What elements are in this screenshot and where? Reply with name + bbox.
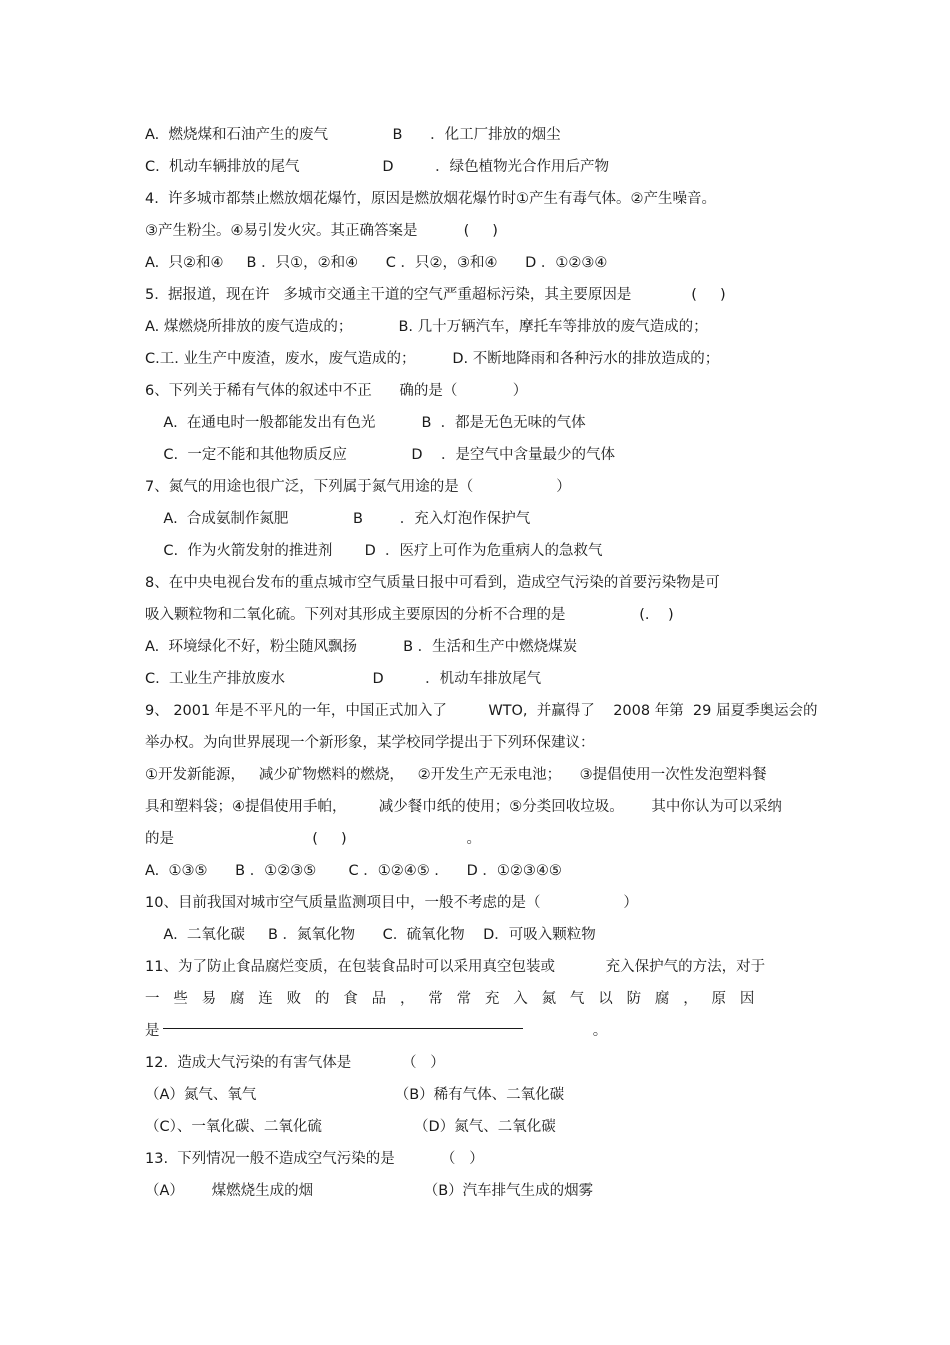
option-line: （A）氮气、氧气 （B）稀有气体、二氧化碳 xyxy=(145,1087,565,1103)
question-4-cont: ③产生粉尘。④易引发火灾。其正确答案是 ( ) xyxy=(145,223,498,239)
question-9-cont: 的是 ( ) 。 xyxy=(145,831,481,847)
question-6: 6、下列关于稀有气体的叙述中不正 确的是（ ） xyxy=(145,383,528,399)
option-line: C.工. 业生产中废渣，废水，废气造成的； D. 不断地降雨和各种污水的排放造成的； xyxy=(145,351,720,367)
option-line: C. 一定不能和其他物质反应 D ．是空气中含量最少的气体 xyxy=(145,447,616,463)
question-9-cont: 具和塑料袋；④提倡使用手帕， 减少餐巾纸的使用；⑤分类回收垃圾。 其中你认为可以采纳 xyxy=(145,799,782,815)
question-11: 11、为了防止食品腐烂变质，在包装食品时可以采用真空包装或 充入保护气的方法，对于 xyxy=(145,959,766,975)
question-9-cont: 举办权。为向世界展现一个新形象，某学校同学提出于下列环保建议： xyxy=(145,735,595,751)
option-line: A. 合成氨制作氮肥 B ．充入灯泡作保护气 xyxy=(145,511,531,527)
option-line: A. 煤燃烧所排放的废气造成的； B. 几十万辆汽车，摩托车等排放的废气造成的； xyxy=(145,319,708,335)
option-line: C. 机动车辆排放的尾气 D ．绿色植物光合作用后产物 xyxy=(145,159,610,175)
question-7: 7、氮气的用途也很广泛，下列属于氮气用途的是（ ） xyxy=(145,479,571,495)
question-8: 8、在中央电视台发布的重点城市空气质量日报中可看到，造成空气污染的首要污染物是可 xyxy=(145,575,720,591)
option-line: A. 燃烧煤和石油产生的废气 B ．化工厂排放的烟尘 xyxy=(145,127,561,143)
option-line: C. 工业生产排放废水 D ．机动车排放尾气 xyxy=(145,671,542,687)
question-9-cont: ①开发新能源， 减少矿物燃料的燃烧， ②开发生产无汞电池； ③提倡使用一次性发泡塑料餐 xyxy=(145,767,767,783)
option-line: （C）、一氧化碳、二氧化硫 （D）氮气、二氧化碳 xyxy=(145,1119,556,1135)
option-line: （A） 煤燃烧生成的烟 （B）汽车排气生成的烟雾 xyxy=(145,1183,594,1199)
option-line: C. 作为火箭发射的推进剂 D ．医疗上可作为危重病人的急救气 xyxy=(145,543,603,559)
question-10: 10、目前我国对城市空气质量监测项目中，一般不考虑的是（ ） xyxy=(145,895,638,911)
question-8-cont: 吸入颗粒物和二氧化硫。下列对其形成主要原因的分析不合理的是 (. ) xyxy=(145,607,674,623)
option-line: A. 只②和④ B ．只①，②和④ C ．只②，③和④ D ．①②③④ xyxy=(145,255,608,271)
question-11-cont: 一 些 易 腐 连 败 的 食 品 ， 常 常 充 入 氮 气 以 防 腐 ， 原 因 xyxy=(145,991,755,1007)
question-9: 9、 2001 年是不平凡的一年，中国正式加入了 WTO, 并赢得了 2008 年第 29 届夏季奥运会的 xyxy=(145,703,818,719)
option-line: A. 二氧化碳 B ．氮氧化物 C. 硫氧化物 D．可吸入颗粒物 xyxy=(145,927,596,943)
option-line: A. 环境绿化不好，粉尘随风飘扬 B ．生活和生产中燃烧煤炭 xyxy=(145,639,578,655)
question-4: 4. 许多城市都禁止燃放烟花爆竹，原因是燃放烟花爆竹时①产生有毒气体。②产生噪音。 xyxy=(145,191,717,207)
question-5: 5. 据报道，现在许 多城市交通主干道的空气严重超标污染，其主要原因是 ( ) xyxy=(145,287,726,303)
option-line: A. 在通电时一般都能发出有色光 B ．都是无色无味的气体 xyxy=(145,415,586,431)
question-12: 12. 造成大气污染的有害气体是 （ ） xyxy=(145,1055,445,1071)
question-13: 13. 下列情况一般不造成空气污染的是 （ ） xyxy=(145,1151,484,1167)
question-11-cont: 是 。 xyxy=(145,1023,608,1039)
option-line: A. ①③⑤ B ．①②③⑤ C ．①②④⑤ . D ．①②③④⑤ xyxy=(145,863,562,879)
answer-blank-line xyxy=(163,1028,523,1029)
